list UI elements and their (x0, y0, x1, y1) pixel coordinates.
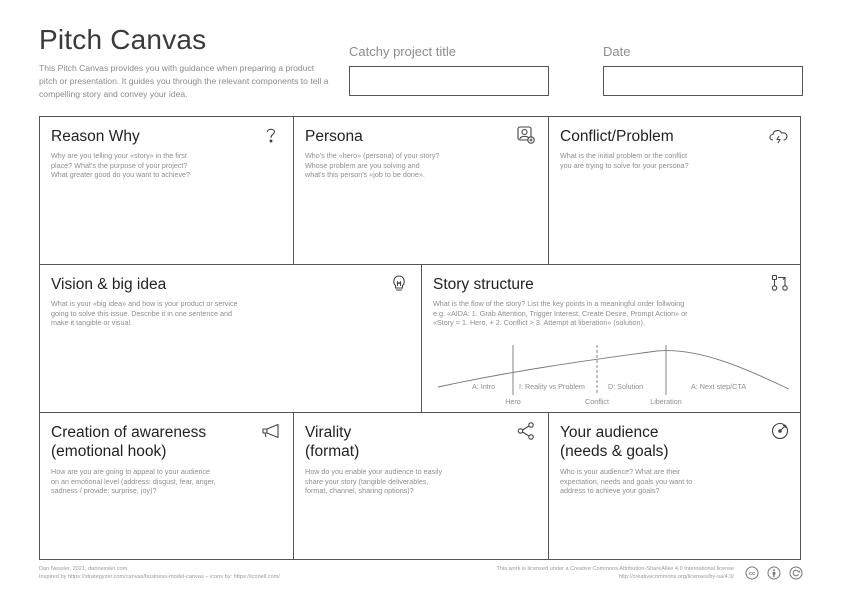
storm-cloud-icon (768, 125, 790, 145)
block-description: Who is your audience? What are their expectation, needs and goals you want to address to achieve your goals? (560, 467, 693, 496)
block-title: Conflict/Problem (560, 128, 674, 145)
project-title-field[interactable] (349, 66, 549, 96)
your-audience-block[interactable] (549, 413, 800, 559)
svg-text:cc: cc (748, 571, 756, 578)
page-title: Pitch Canvas (39, 24, 207, 55)
marker-label: Conflict (585, 397, 609, 406)
date-field[interactable] (603, 66, 803, 96)
block-title: Story structure (433, 276, 534, 293)
pitch-canvas-grid (39, 116, 801, 560)
credit-line: Dan Nessler, 2021, dannessler.com (39, 566, 128, 572)
project-title-label: Catchy project title (349, 44, 456, 59)
lightbulb-icon (389, 273, 409, 293)
persona-icon (516, 125, 536, 145)
block-description: How are you are going to appeal to your audience on an emotional level (address: disgust, fear, anger, sadness / provide: surprise, joy)? (51, 467, 216, 496)
block-title: Your audience (needs & goals) (560, 424, 669, 460)
block-description: Why are you telling your «story» in the first place? What's the purpose of your project? What greater good do you want to achieve? (51, 151, 191, 180)
block-title: Creation of awareness (emotional hook) (51, 424, 207, 460)
attribution-icon (767, 566, 781, 580)
question-mark-icon (261, 125, 281, 145)
date-label: Date (603, 44, 631, 59)
inspiration-line: Inspired by https://strategyzer.com/canvas/business-model-canvas – icons by: https://iconell.com/ (39, 574, 280, 580)
block-description: What is the flow of the story? List the key points in a meaningful order follwoing e.g. «AIDA: 1. Grab Attention, Trigger Interest, Create Desire, Prompt Action» or «Story = 1. Hero, + 2. Conflict > 3. Attempt at liberation» (solution). (433, 299, 688, 328)
segment-label: I: Reality vs Problem (519, 382, 585, 391)
segment-label: A: Intro (472, 382, 496, 391)
block-description: Who's the «hero» (persona) of your story? Whose problem are you solving and what's this person's «job to be done». (305, 151, 440, 180)
conflict-problem-block[interactable] (549, 117, 800, 265)
marker-label: Hero (505, 397, 521, 406)
cc-icon (745, 566, 759, 580)
segment-label: A: Next step/CTA (691, 382, 746, 391)
vision-big-idea-block[interactable] (40, 265, 422, 413)
block-description: What is the initial problem or the conflict you are trying to solve for your persona? (560, 151, 689, 170)
license-icons (745, 566, 803, 580)
block-title: Virality (format) (305, 424, 360, 460)
persona-block[interactable] (294, 117, 549, 265)
block-title: Persona (305, 128, 363, 145)
license-text: This work is licensed under a Creative Commons Attribution-ShareAlike 4.0 International license (496, 566, 734, 572)
share-alike-icon (789, 566, 803, 580)
page-intro: This Pitch Canvas provides you with guidance when preparing a product pitch or presentation. It guides you through the relevant components to tell a compelling story and convey your idea. (39, 63, 329, 99)
reason-why-block[interactable] (40, 117, 294, 265)
block-title: Vision & big idea (51, 276, 167, 293)
story-structure-block[interactable] (422, 265, 800, 413)
target-icon (770, 421, 790, 441)
block-description: What is your «big idea» and how is your product or service going to solve this issue. Describe it in one sentence and make it tangible or visual. (51, 299, 238, 328)
block-title: Reason Why (51, 128, 140, 145)
flow-icon (770, 273, 790, 293)
virality-block[interactable] (294, 413, 549, 559)
segment-label: D: Solution (608, 382, 644, 391)
story-arc-diagram (432, 337, 792, 407)
license-url[interactable]: http://creativecommons.org/licenses/by-sa/4.0/ (618, 574, 734, 580)
share-icon (516, 421, 536, 441)
megaphone-icon (261, 421, 281, 441)
creation-of-awareness-block[interactable] (40, 413, 294, 559)
marker-label: Liberation (650, 397, 682, 406)
block-description: How do you enable your audience to easily share your story (tangible deliverables, format, channel, sharing options)? (305, 467, 443, 496)
